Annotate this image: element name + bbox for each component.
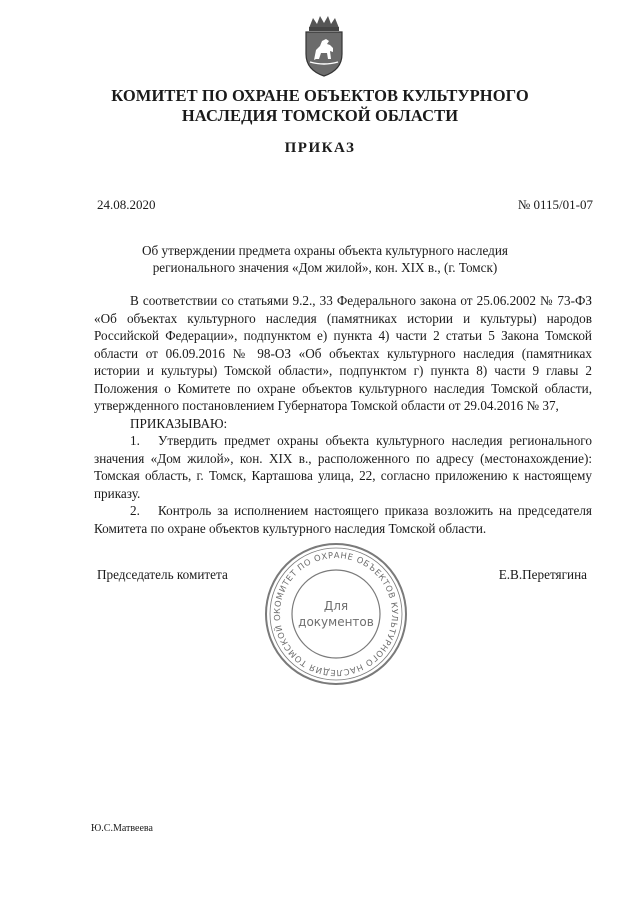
signer-role: Председатель комитета (97, 567, 228, 582)
stamp-center-line-2: документов (298, 615, 374, 629)
order-item-text: Утвердить предмет охраны объекта культурного наследия регионального значения «Дом жилой», кон. XIX в., расположенного по адресу (местонахождение): Томская область, г. Томск, Карташова улица, 22, согласно приложению к настоящему приказу. (94, 433, 592, 501)
document-number: № 0115/01-07 (517, 197, 593, 212)
order-item-1 (94, 432, 592, 502)
organization-title-line-1: КОМИТЕТ ПО ОХРАНЕ ОБЪЕКТОВ КУЛЬТУРНОГО (111, 86, 529, 105)
document-subject (120, 242, 530, 276)
document-type-heading: ПРИКАЗ (284, 140, 356, 156)
official-stamp (262, 540, 410, 688)
organization-title-line-2: НАСЛЕДИЯ ТОМСКОЙ ОБЛАСТИ (181, 106, 459, 125)
document-body (94, 292, 592, 537)
stamp-ring-text: КОМИТЕТ ПО ОХРАНЕ ОБЪЕКТОВ КУЛЬТУРНОГО НАСЛЕДИЯ ТОМСКОЙ О (271, 549, 401, 679)
executor-name: Ю.С.Матвеева (91, 823, 153, 834)
stamp-center-line-1: Для (323, 599, 349, 613)
coat-of-arms-icon (300, 14, 348, 78)
order-item-number: 2. (130, 503, 140, 518)
preamble-paragraph: В соответствии со статьями 9.2., 33 Федерального закона от 25.06.2002 № 73-ФЗ «Об объектах культурного наследия (памятниках истории и культуры) народов Российской Федерации», подпунктом е) пункта 4) части 2 статьи 5 Закона Томской области от 06.09.2016 № 98-ОЗ «Об объектах культурного наследия (памятниках истории и культуры) Томской области», подпунктом г) пункта 8) части 9 главы 2 Положения о Комитете по охране объектов культурного наследия Томской области, утвержденного постановлением Губернатора Томской области от 29.04.2016 № 37, (94, 293, 592, 413)
order-item-text: Контроль за исполнением настоящего приказа возложить на председателя Комитета по охране объектов культурного наследия Томской области. (94, 503, 592, 536)
order-item-2 (94, 502, 592, 537)
subject-line-2: регионального значения «Дом жилой», кон. XIX в., (г. Томск) (152, 260, 498, 275)
document-date: 24.08.2020 (97, 197, 156, 212)
organization-title (0, 86, 640, 126)
order-item-number: 1. (130, 433, 140, 448)
signer-name: Е.В.Перетягина (498, 567, 587, 582)
subject-line-1: Об утверждении предмета охраны объекта культурного наследия (142, 243, 508, 258)
order-word: ПРИКАЗЫВАЮ: (130, 415, 228, 431)
